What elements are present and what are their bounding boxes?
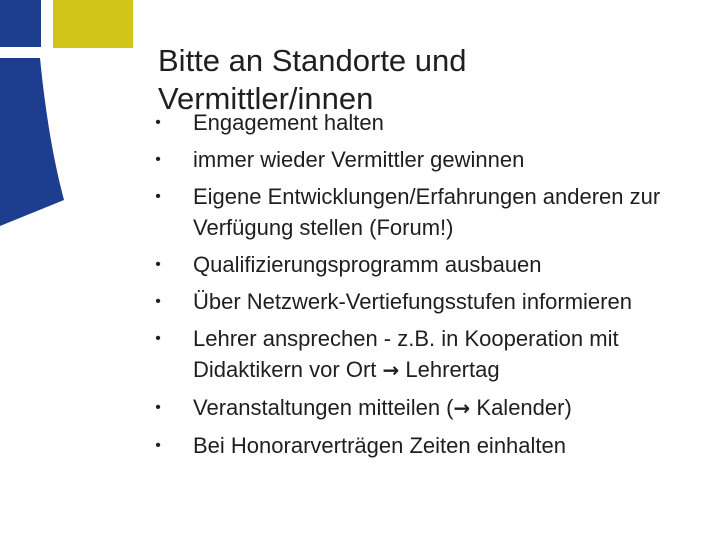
list-item bbox=[152, 144, 692, 175]
slide-title: Bitte an Standorte und Vermittler/innen bbox=[158, 43, 467, 116]
bullet-text: Lehrer ansprechen - z.B. in Kooperation mit Didaktikern vor Ort bbox=[193, 326, 619, 382]
arrow-right-icon: → bbox=[453, 396, 471, 420]
bullet-text: Qualifizierungsprogramm ausbauen bbox=[193, 252, 542, 277]
corner-decoration bbox=[0, 0, 140, 240]
bullet-icon: • bbox=[155, 151, 161, 168]
bullet-text: Engagement halten bbox=[193, 110, 384, 135]
bullet-icon: • bbox=[155, 293, 161, 310]
bullet-text-continued: Kalender) bbox=[476, 395, 572, 420]
list-item bbox=[152, 181, 692, 243]
bullet-icon: • bbox=[155, 188, 161, 205]
bullet-icon: • bbox=[155, 437, 161, 454]
bullet-text-continued: Lehrertag bbox=[405, 357, 500, 382]
bullet-icon: • bbox=[155, 114, 161, 131]
bullet-text: Veranstaltungen mitteilen ( bbox=[193, 395, 454, 420]
bullet-icon: • bbox=[155, 256, 161, 273]
bullet-text: immer wieder Vermittler gewinnen bbox=[193, 147, 525, 172]
blue-stripe-shape bbox=[0, 58, 64, 226]
bullet-text: Bei Honorarverträgen Zeiten einhalten bbox=[193, 433, 567, 458]
list-item bbox=[152, 249, 692, 280]
list-item bbox=[152, 430, 692, 461]
yellow-block bbox=[53, 0, 133, 48]
list-item bbox=[152, 286, 692, 317]
bullet-icon: • bbox=[155, 399, 161, 416]
list-item bbox=[152, 323, 692, 386]
list-item bbox=[152, 107, 692, 138]
bullet-text: Eigene Entwicklungen/Erfahrungen anderen zur Verfügung stellen (Forum!) bbox=[193, 184, 661, 240]
bullet-icon: • bbox=[155, 330, 161, 347]
bullet-text: Über Netzwerk-Vertiefungsstufen informieren bbox=[193, 289, 632, 314]
arrow-right-icon: → bbox=[382, 358, 400, 382]
blue-square-logo-block bbox=[0, 0, 41, 47]
list-item bbox=[152, 392, 692, 424]
bullet-list bbox=[152, 107, 692, 467]
